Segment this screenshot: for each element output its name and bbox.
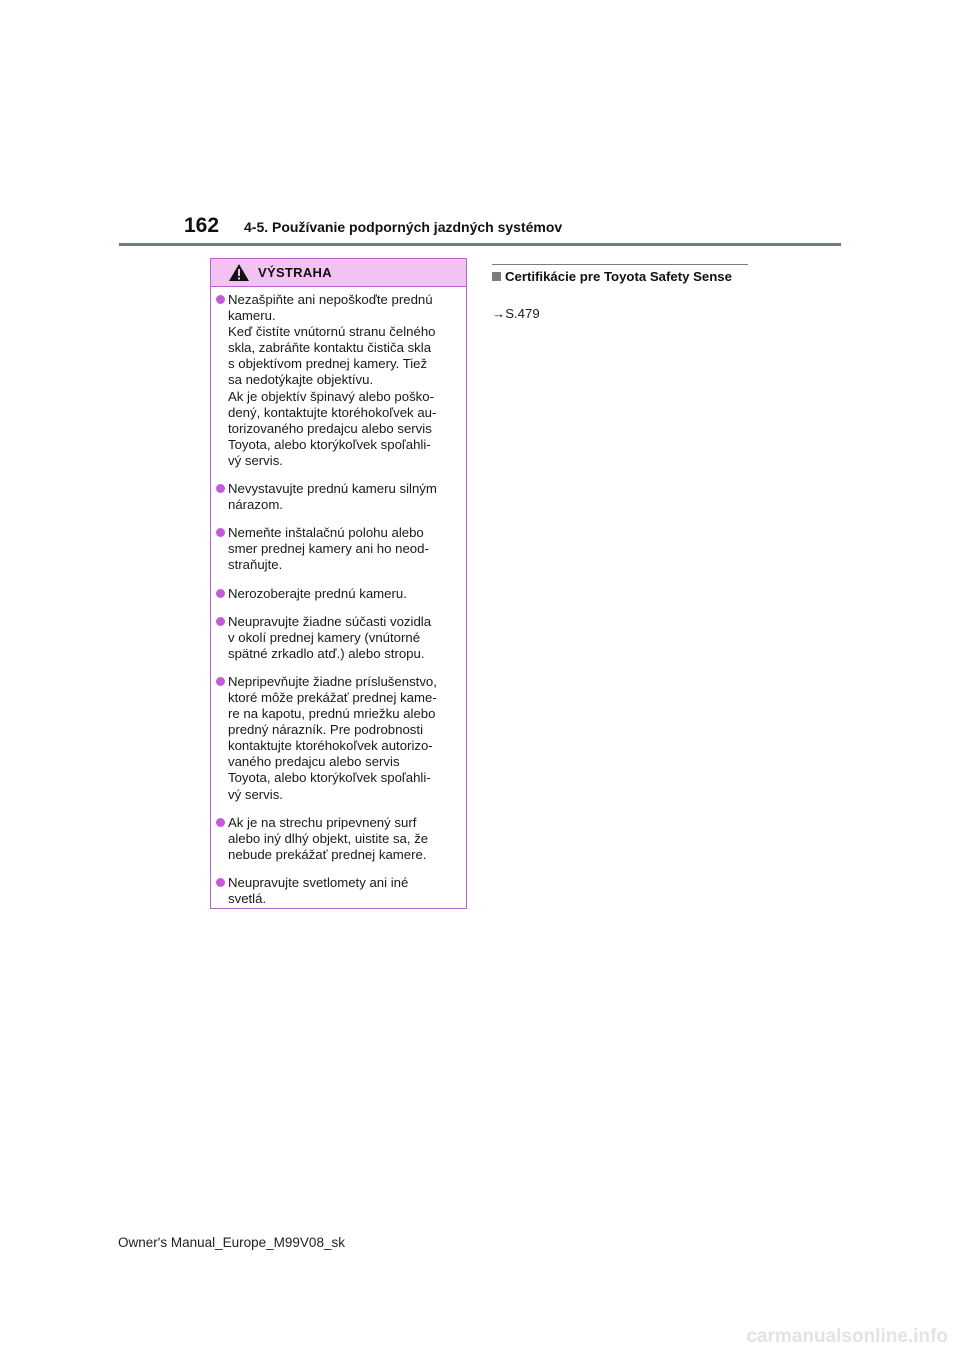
warning-item [215,875,460,907]
warning-item [215,292,460,469]
header-divider [119,243,841,246]
watermark: carmanualsonline.info [746,1326,948,1347]
footer-text: Owner's Manual_Europe_M99V08_sk [118,1235,345,1250]
bullet-dot-icon [216,484,225,493]
bullet-dot-icon [216,617,225,626]
page-reference-link[interactable]: →S.479 [492,306,540,321]
warning-item [215,815,460,863]
warning-item-text: Nepripevňujte žiadne príslušenstvo, ktoré môže prekážať prednej kame- re na kapotu, prednú mriežku alebo predný nárazník. Pre podrobnosti kontaktujte ktoréhokoľvek autorizo- vaného predajcu alebo servis Toyota, alebo ktorýkoľvek spoľahli- vý servis. [228,673,437,802]
warning-item-text: Neupravujte svetlomety ani iné svetlá. [228,874,409,906]
warning-box [210,258,467,909]
section-title: 4-5. Používanie podporných jazdných systémov [244,219,563,235]
warning-item [215,614,460,662]
bullet-dot-icon [216,677,225,686]
warning-item [215,481,460,513]
bullet-dot-icon [216,589,225,598]
warning-header [211,259,466,287]
bullet-dot-icon [216,295,225,304]
square-bullet-icon [492,272,501,281]
warning-item [215,525,460,573]
bullet-dot-icon [216,528,225,537]
warning-item-text: Nerozoberajte prednú kameru. [228,585,407,601]
page-number: 162 [184,214,220,237]
section-divider [492,264,748,265]
warning-item-text: Nemeňte inštalačnú polohu alebo smer prednej kamery ani ho neod- straňujte. [228,525,429,573]
certification-heading-text: Certifikácie pre Toyota Safety Sense [505,269,732,284]
bullet-dot-icon [216,818,225,827]
warning-list [211,287,466,907]
bullet-dot-icon [216,878,225,887]
warning-title: VÝSTRAHA [258,265,332,280]
warning-item [215,674,460,803]
certification-heading [492,269,748,285]
warning-item-text: Ak je na strechu pripevnený surf alebo iný dlhý objekt, uistite sa, že nebude prekážať prednej kamere. [228,814,429,862]
warning-item-text: Neupravujte žiadne súčasti vozidla v okolí prednej kamery (vnútorné spätné zrkadlo atď.) alebo stropu. [228,613,432,661]
warning-triangle-icon [228,263,250,282]
warning-item [215,586,460,602]
warning-item-text: Nezašpiňte ani nepoškoďte prednú kameru. Keď čistíte vnútornú stranu čelného skla, zabráňte kontaktu čističa skla s objektívom prednej kamery. Tiež sa nedotýkajte objektívu. Ak je objektív špinavý alebo poško- dený, kontaktujte ktoréhokoľvek au- torizovaného predajcu alebo servis Toyota, alebo ktorýkoľvek spoľahli- vý servis. [228,292,437,468]
warning-item-text: Nevystavujte prednú kameru silným nárazom. [228,481,437,513]
